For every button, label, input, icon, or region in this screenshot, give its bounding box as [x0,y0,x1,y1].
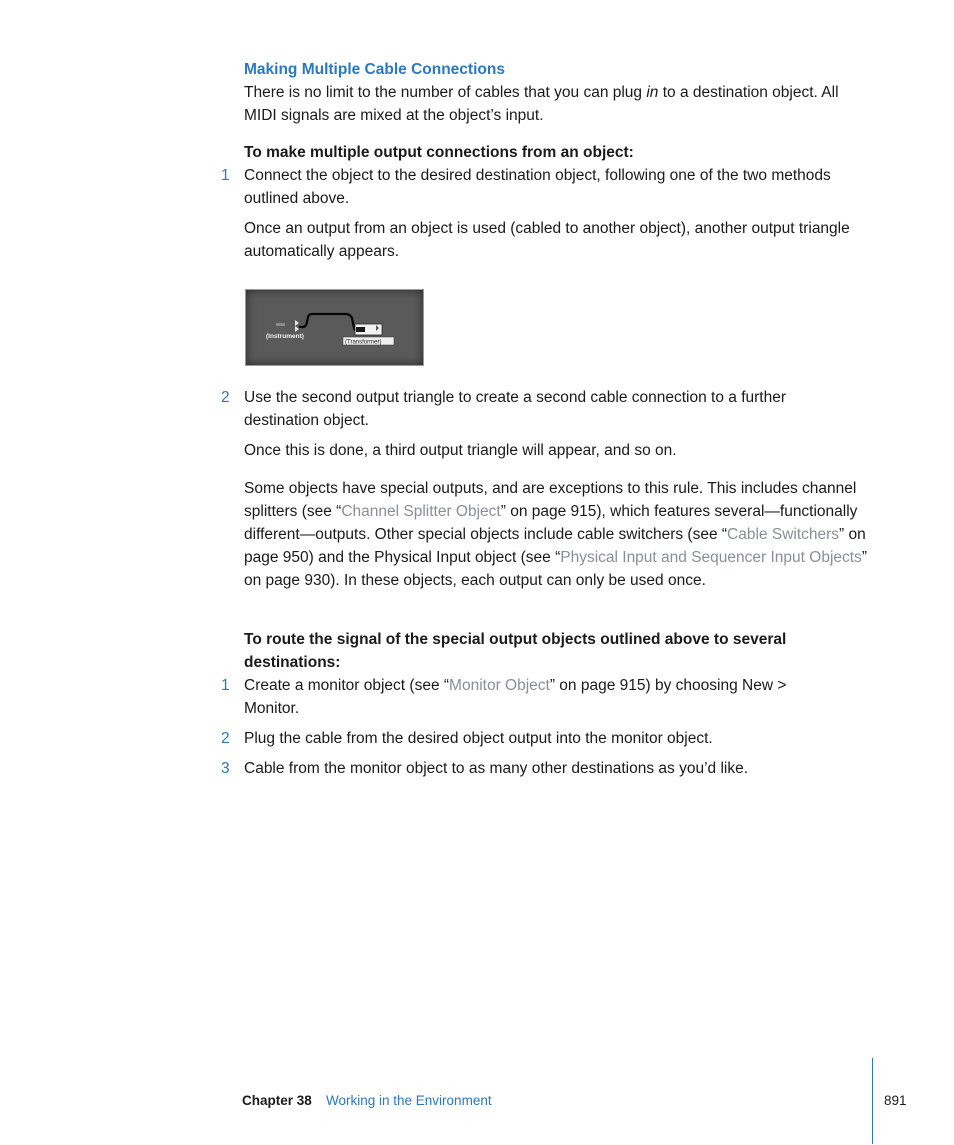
cable-line [299,314,357,331]
exceptions-text: ” on page 950) and the Physical Input object (see “ [244,526,866,566]
step-number: 1 [221,167,230,184]
step-number: 2 [221,389,230,406]
step-number: 1 [221,677,230,694]
instrument-icon [276,323,285,326]
page-number: 891 [884,1093,907,1108]
monitor-object-link[interactable]: Monitor Object [449,677,550,694]
step-text: Plug the cable from the desired object output into the monitor object. [244,730,713,747]
step-number: 2 [221,730,230,747]
environment-cable-figure [245,289,424,366]
step-text: Use the second output triangle to create a second cable connection to a further destination object. [244,389,786,429]
step-text-part: Create a monitor object (see “ [244,677,450,694]
task-heading-route-signal: To route the signal of the special output objects outlined above to several destinations: [244,631,787,671]
step-text: Connect the object to the desired destination object, following one of the two methods outlined above. [244,167,831,207]
exceptions-paragraph [244,477,874,592]
transformer-icon [356,327,365,332]
intro-text: There is no limit to the number of cables that you can plug [244,84,647,101]
second-output-triangle-icon [295,326,299,332]
step-followup: Once this is done, a third output triangle will appear, and so on. [244,442,677,459]
step-followup: Once an output from an object is used (cabled to another object), another output triangle automatically appears. [244,220,850,260]
step-text: Cable from the monitor object to as many other destinations as you’d like. [244,760,749,777]
section-heading: Making Multiple Cable Connections [244,61,505,78]
exceptions-text: Some objects have special outputs, and are exceptions to this rule. This includes channel splitters (see “ [244,480,857,520]
cable-diagram [246,290,423,365]
intro-paragraph [244,81,874,127]
instrument-label: (Instrument) [266,333,304,340]
exceptions-text: ” on page 930). In these objects, each output can only be used once. [244,549,867,589]
step-text-part: ” on page 915) by choosing New > Monitor. [244,677,787,717]
intro-text-rest: to a destination object. All MIDI signals are mixed at the object’s input. [244,84,839,124]
intro-emphasis: in [646,84,659,101]
task-heading-multiple-outputs: To make multiple output connections from an object: [244,144,634,161]
cable-switchers-link[interactable]: Cable Switchers [727,526,840,543]
step-number: 3 [221,760,230,777]
output-triangle-icon [295,320,299,326]
footer-chapter-title[interactable]: Working in the Environment [326,1093,492,1108]
footer-chapter: Chapter 38 [242,1093,312,1108]
step-text [244,674,844,720]
exceptions-text: ” on page 915), which features several—functionally different—outputs. Other special objects include cable switchers (see “ [244,503,858,543]
transformer-label: (Transformer) [345,339,382,346]
physical-input-link[interactable]: Physical Input and Sequencer Input Objects [560,549,862,566]
footer-divider [872,1058,873,1144]
channel-splitter-link[interactable]: Channel Splitter Object [341,503,501,520]
